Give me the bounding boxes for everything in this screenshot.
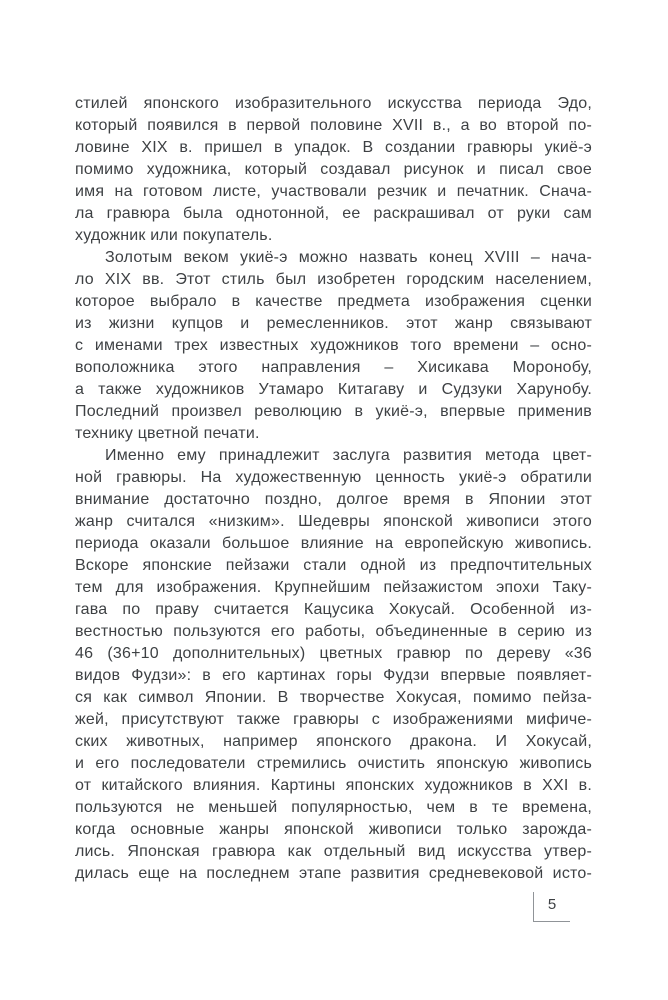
text-line: когда основные жанры японской живописи только зарожда-	[75, 821, 592, 838]
text-line: пользуются не меньшей популярностью, чем в те времена,	[75, 799, 592, 816]
page-number-corner-rule	[533, 892, 570, 922]
paragraph	[75, 247, 592, 445]
text-line: ной гравюры. На художественную ценность укиё-э обратили	[75, 469, 592, 486]
text-line: дилась еще на последнем этапе развития средневековой исто-	[75, 865, 592, 882]
page-number: 5	[547, 896, 557, 913]
text-line: ся как символ Японии. В творчестве Хокусая, помимо пейза-	[75, 689, 592, 706]
text-line: гава по праву считается Кацусика Хокусай. Особенной из-	[75, 601, 592, 618]
paragraph	[75, 445, 592, 885]
text-line: ловине XIX в. пришел в упадок. В создании гравюры укиё-э	[75, 139, 592, 156]
text-line: стилей японского изобразительного искусства периода Эдо,	[75, 95, 592, 112]
text-line: Золотым веком укиё-э можно назвать конец XVIII – нача-	[105, 249, 592, 266]
text-line: тем для изображения. Крупнейшим пейзажистом эпохи Таку-	[75, 579, 592, 596]
text-line: ло XIX вв. Этот стиль был изобретен городским населением,	[75, 271, 592, 288]
text-line: ских животных, например японского дракона. И Хокусай,	[75, 733, 592, 750]
text-line: помимо художника, который создавал рисунок и писал свое	[75, 161, 592, 178]
text-line: с именами трех известных художников того времени – осно-	[75, 337, 592, 354]
text-line: а также художников Утамаро Китагаву и Судзуки Харунобу.	[75, 381, 592, 398]
text-line: художник или покупатель.	[75, 227, 273, 244]
text-line: воположника этого направления – Хисикава Моронобу,	[75, 359, 592, 376]
body-text	[75, 93, 592, 885]
text-line: имя на готовом листе, участвовали резчик и печатник. Снача-	[75, 183, 592, 200]
text-line: жанр считался «низким». Шедевры японской живописи этого	[75, 513, 592, 530]
text-line: вестностью пользуются его работы, объединенные в серию из	[75, 623, 592, 640]
text-line: ла гравюра была однотонной, ее раскрашивал от руки сам	[75, 205, 592, 222]
text-line: жей, присутствуют также гравюры с изображениями мифиче-	[75, 711, 592, 728]
text-line: видов Фудзи»: в его картинах горы Фудзи впервые появляет-	[75, 667, 592, 684]
text-line: от китайского влияния. Картины японских художников в XXI в.	[75, 777, 592, 794]
text-line: Последний произвел революцию в укиё-э, впервые применив	[75, 403, 592, 420]
text-line: 46 (36+10 дополнительных) цветных гравюр по дереву «36	[75, 645, 592, 662]
text-line: периода оказали большое влияние на европейскую живопись.	[75, 535, 592, 552]
text-line: который появился в первой половине XVII в., а во второй по-	[75, 117, 592, 134]
paragraph	[75, 93, 592, 247]
text-line: которое выбрало в качестве предмета изображения сценки	[75, 293, 592, 310]
text-line: Вскоре японские пейзажи стали одной из предпочтительных	[75, 557, 592, 574]
text-line: и его последователи стремились очистить японскую живопись	[75, 755, 592, 772]
text-line: из жизни купцов и ремесленников. этот жанр связывают	[75, 315, 592, 332]
text-line: Именно ему принадлежит заслуга развития метода цвет-	[105, 447, 592, 464]
text-line: внимание достаточно поздно, долгое время в Японии этот	[75, 491, 592, 508]
text-line: технику цветной печати.	[75, 425, 260, 442]
text-line: лись. Японская гравюра как отдельный вид искусства утвер-	[75, 843, 592, 860]
